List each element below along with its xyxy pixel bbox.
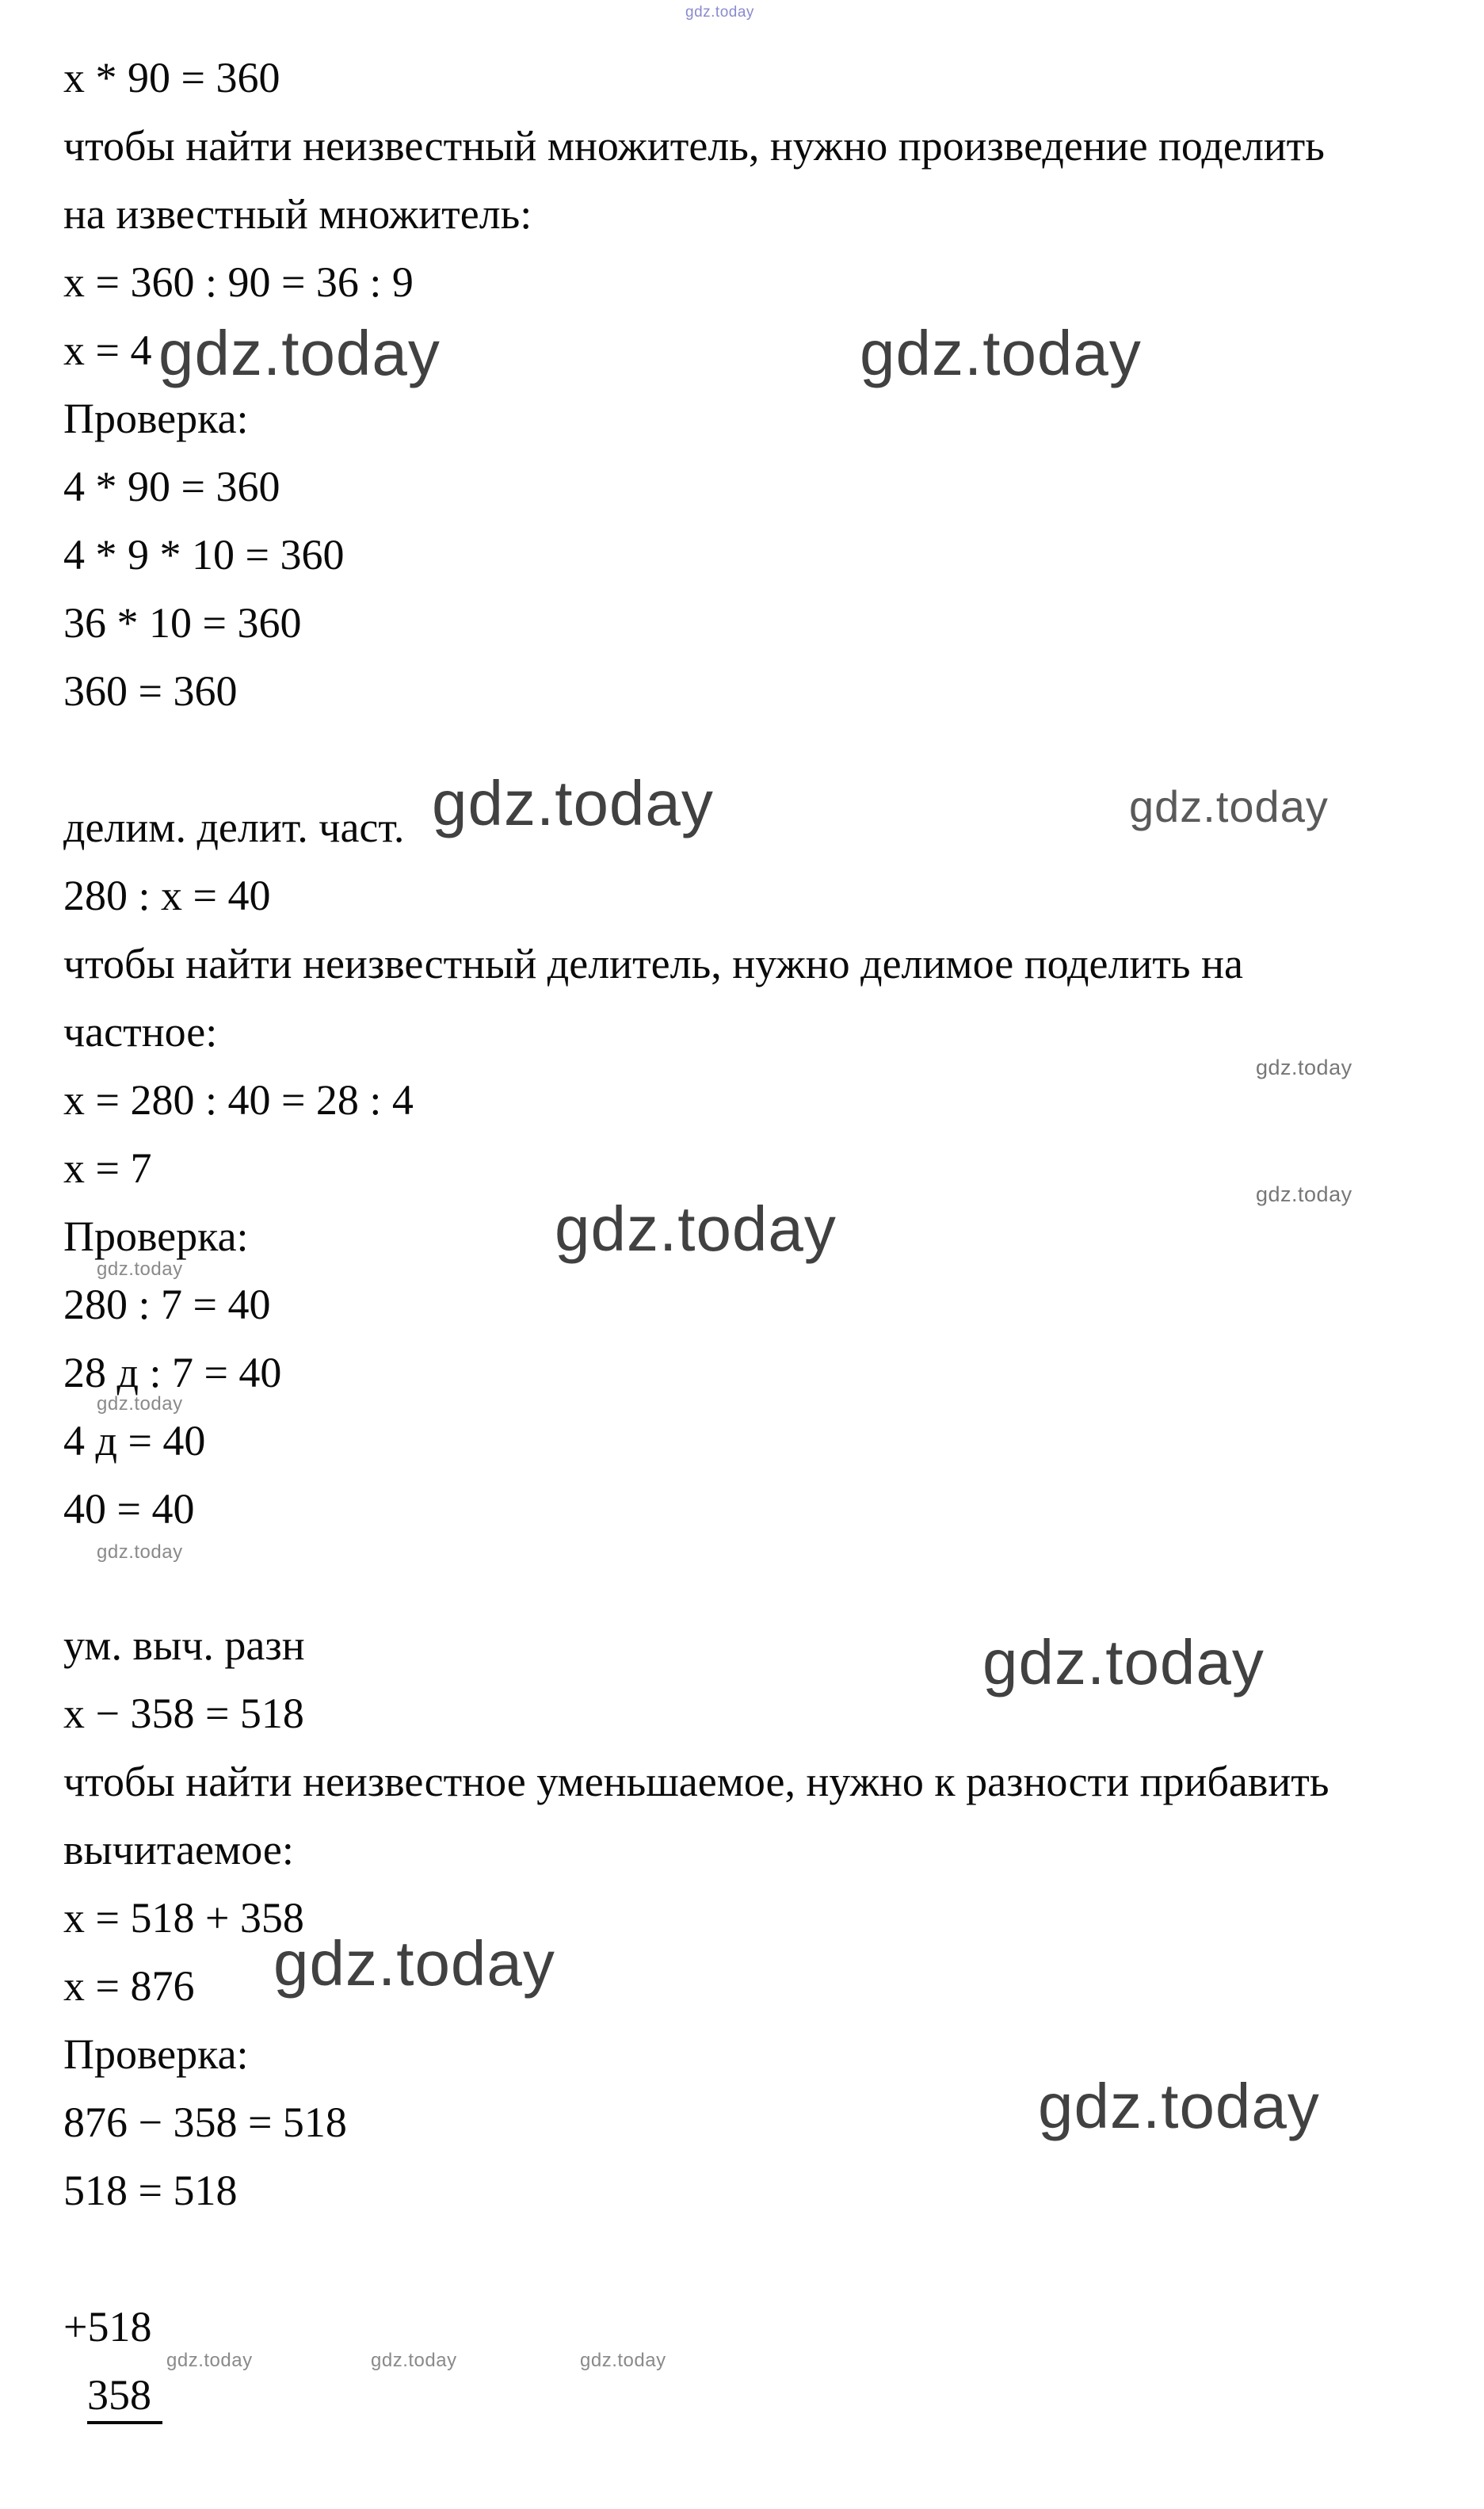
section-column-addition (63, 2293, 1442, 2429)
explanation-line: чтобы найти неизвестное уменьшаемое, нужно к разности прибавить (63, 1758, 1329, 1805)
explanation-line: вычитаемое: (63, 1826, 294, 1873)
watermark: gdz.today (97, 1258, 183, 1280)
equation-line: 360 = 360 (63, 667, 238, 715)
equation-line: x = 518 + 358 (63, 1894, 304, 1942)
check-heading: Проверка: (63, 2030, 249, 2078)
equation-line: x = 7 (63, 1144, 152, 1192)
watermark: gdz.today (371, 2350, 457, 2371)
equation-line: x * 90 = 360 (63, 54, 280, 101)
equation-line: 36 * 10 = 360 (63, 599, 302, 647)
watermark: gdz.today (1038, 2071, 1320, 2141)
underlined-addend: 358 (87, 2370, 162, 2424)
explanation-line: чтобы найти неизвестный множитель, нужно произведение поделить (63, 122, 1325, 170)
watermark: gdz.today (166, 2350, 253, 2371)
section-find-unknown-multiplier (63, 44, 1442, 725)
equation-line: 280 : 7 = 40 (63, 1281, 271, 1328)
addend-line: +518 (63, 2303, 152, 2351)
watermark: gdz.today (860, 318, 1142, 388)
equation-line: 40 = 40 (63, 1485, 195, 1533)
equation-line: x = 280 : 40 = 28 : 4 (63, 1076, 414, 1124)
equation-line: 4 * 9 * 10 = 360 (63, 531, 345, 579)
watermark: gdz.today (580, 2350, 666, 2371)
watermark: gdz.today (273, 1928, 555, 1999)
equation-line: x = 360 : 90 = 36 : 9 (63, 258, 414, 306)
addend-line (63, 2361, 1442, 2429)
terms-line: ум. выч. разн (63, 1621, 305, 1669)
watermark: gdz.today (1129, 781, 1329, 831)
explanation-line: частное: (63, 1008, 218, 1056)
watermark-top: gdz.today (685, 4, 754, 21)
watermark: gdz.today (1256, 1182, 1352, 1206)
equation-line: x = 4 (63, 327, 152, 374)
equation-line: 876 − 358 = 518 (63, 2098, 347, 2146)
check-heading: Проверка: (63, 395, 249, 442)
watermark: gdz.today (158, 318, 441, 388)
watermark: gdz.today (97, 1541, 183, 1563)
check-heading: Проверка: (63, 1212, 249, 1260)
section-find-unknown-minuend (63, 1611, 1442, 2224)
watermark: gdz.today (1256, 1056, 1352, 1079)
equation-line: x = 876 (63, 1962, 195, 2010)
watermark: gdz.today (432, 768, 714, 838)
section-find-unknown-divisor (63, 793, 1442, 1543)
explanation-line: чтобы найти неизвестный делитель, нужно делимое поделить на (63, 940, 1243, 987)
equation-line: 4 * 90 = 360 (63, 463, 280, 510)
watermark: gdz.today (97, 1393, 183, 1415)
equation-line: 4 д = 40 (63, 1417, 206, 1465)
equation-line: 518 = 518 (63, 2167, 238, 2214)
watermark: gdz.today (555, 1193, 837, 1264)
watermark: gdz.today (982, 1627, 1265, 1697)
explanation-line: на известный множитель: (63, 190, 532, 238)
equation-line: 28 д : 7 = 40 (63, 1349, 282, 1396)
equation-line: x − 358 = 518 (63, 1690, 304, 1737)
terms-line: делим. делит. част. (63, 804, 405, 851)
solution-text (63, 44, 1442, 2429)
equation-line: 280 : x = 40 (63, 872, 271, 919)
